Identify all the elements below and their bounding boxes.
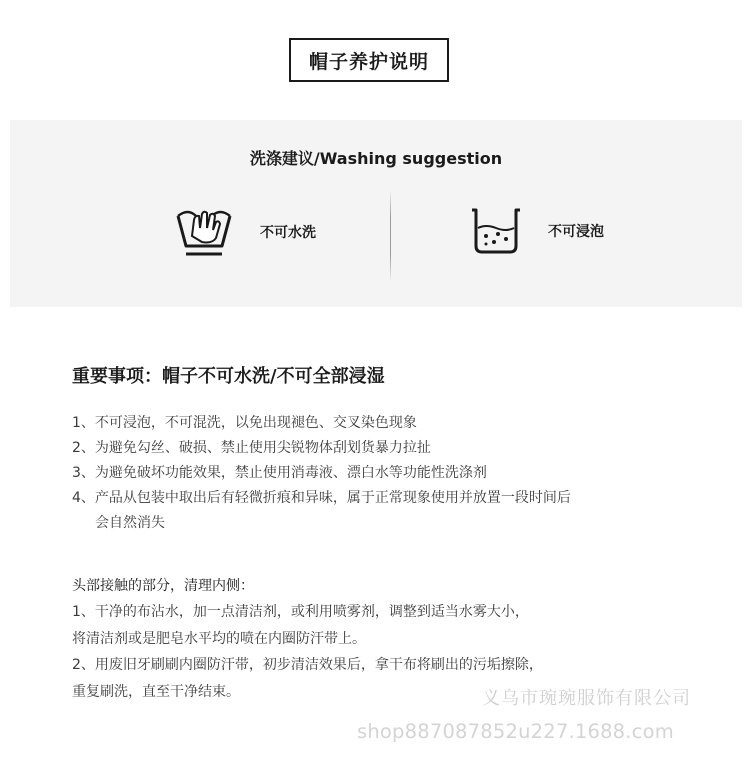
note-item: 4、产品从包装中取出后有轻微折痕和异味，属于正常现象使用并放置一段时间后 — [72, 490, 571, 506]
head-contact-line: 将清洁剂或是肥皂水平均的喷在内圈防汗带上。 — [72, 630, 366, 647]
panel-divider — [390, 190, 391, 282]
care-label-no-hand-wash: 不可水洗 — [260, 225, 316, 241]
watermark-company: 义乌市琬琬服饰有限公司 — [482, 688, 691, 709]
note-item: 1、不可浸泡，不可混洗，以免出现褪色、交叉染色现象 — [72, 415, 417, 431]
no-soak-icon — [468, 206, 524, 256]
head-contact-line: 重复刷洗，直至干净结束。 — [72, 683, 240, 700]
head-contact-line: 2、用废旧牙刷刷内圈防汗带，初步清洁效果后，拿干布将刷出的污垢擦除， — [72, 657, 543, 673]
care-item-no-soak — [468, 206, 604, 256]
note-item: 2、为避免勾丝、破损、禁止使用尖锐物体刮划货暴力拉扯 — [72, 440, 431, 456]
head-contact-title: 头部接触的部分，清理内侧： — [72, 578, 254, 594]
care-label-no-soak: 不可浸泡 — [548, 224, 604, 240]
hand-wash-prohibited-icon — [172, 206, 236, 258]
care-item-no-hand-wash — [172, 206, 316, 258]
page-title: 帽子养护说明 — [289, 38, 449, 82]
head-contact-line: 1、干净的布沾水，加一点清洁剂，或利用喷雾剂，调整到适当水雾大小， — [72, 604, 529, 620]
watermark-shop-url: shop887087852u227.1688.com — [357, 720, 674, 743]
washing-suggestion-title: 洗涤建议/Washing suggestion — [249, 149, 503, 168]
important-heading: 重要事项：帽子不可水洗/不可全部浸湿 — [72, 366, 385, 387]
important-notes — [72, 411, 712, 536]
note-item-continuation: 会自然消失 — [95, 515, 165, 531]
note-item: 3、为避免破坏功能效果，禁止使用消毒液、漂白水等功能性洗涤剂 — [72, 465, 487, 481]
washing-suggestion-panel — [10, 120, 742, 307]
